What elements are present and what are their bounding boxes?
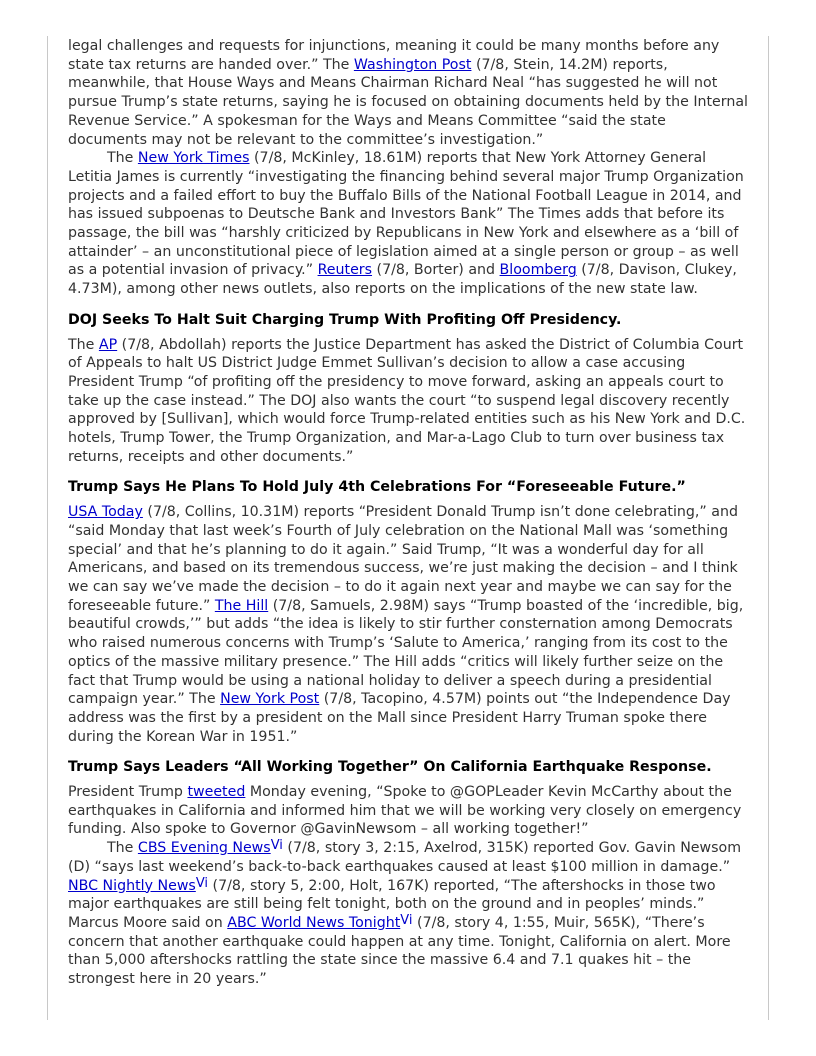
- paragraph-text: (7/8, McKinley, 18.61M) reports that New York Attorney General Letitia James is currently “investigating the financing behind several major Trump Organization projects and a failed effort to buy the Buffalo Bills of the National Football League in 2014, and has issued subpoenas to Deutsche Bank and Investors Bank” The Times adds that before its passage, the bill was “harshly criticized by Republicans in New York and elsewhere as a ‘bill of attainder’ – an unconstitutional piece of legislation aimed at a single person or group – as well as a potential invasion of privacy.”: [68, 150, 744, 279]
- paragraph: [68, 336, 748, 467]
- paragraph: [68, 37, 748, 149]
- bloomberg-link[interactable]: Bloomberg: [499, 262, 577, 279]
- ap-link[interactable]: AP: [98, 336, 118, 353]
- paragraph-text: President Trump: [68, 784, 188, 801]
- nbc-nightly-news-link[interactable]: NBC Nightly News: [68, 877, 196, 894]
- paragraph-text: (7/8, story 5, 2:00, Holt, 167K) reported, “The aftershocks in those two major earthquakes are still being felt tonight, both on the ground and in peoples’ minds.” Marcus Moore said on: [68, 877, 716, 931]
- paragraph-text: The: [107, 840, 138, 857]
- usa-today-link[interactable]: USA Today: [68, 504, 143, 521]
- paragraph-text: (7/8, Borter) and: [372, 262, 500, 279]
- paragraph-text: (7/8, Collins, 10.31M) reports “President Donald Trump isn’t done celebrating,” and “said Monday that last week’s Fourth of July celebration on the National Mall was ‘something special’ and that he’s planning to do it again.” Said Trump, “It was a wonderful day for all Americans, and based on its tremendous success, we’re just making the decision – and I think we can say we’ve made the decision – to do it again next year and maybe we can say for the foreseeable future.”: [68, 504, 738, 614]
- paragraph-text: (7/8, Davison, Clukey, 4.73M), among other news outlets, also reports on the implications of the new state law.: [68, 262, 737, 298]
- paragraph-text: (7/8, Abdollah) reports the Justice Department has asked the District of Columbia Court of Appeals to halt US District Judge Emmet Sullivan’s decision to allow a case accusing President Trump “of profiting off the presidency to move forward, asking an appeals court to take up the case instead.” The DOJ also wants the court “to suspend legal discovery recently approved by [Sullivan], which would force Trump-related entities such as his New York and D.C. hotels, Trump Tower, the Trump Organization, and Mar-a-Lago Club to turn over business tax returns, receipts and other documents.”: [68, 336, 746, 465]
- new-york-times-link[interactable]: New York Times: [137, 150, 250, 167]
- section-heading-july-4th: Trump Says He Plans To Hold July 4th Celebrations For “Foreseeable Future.”: [68, 479, 686, 496]
- paragraph-text: Monday evening, “Spoke to @GOPLeader Kevin McCarthy about the earthquakes in California and informed him that we will be working very closely on emergency funding. Also spoke to Governor @GavinNewsom – all working together!”: [68, 784, 742, 838]
- reuters-link[interactable]: Reuters: [317, 262, 373, 279]
- tweeted-link[interactable]: tweeted: [187, 784, 246, 801]
- paragraph-text: (7/8, Tacopino, 4.57M) points out “the Independence Day address was the first by a president on the Mall since President Harry Truman spoke there during the Korean War in 1951.”: [68, 691, 731, 745]
- paragraph-text: (7/8, Samuels, 2.98M) says “Trump boasted of the ‘incredible, big, beautiful crowds,’” but adds “the idea is likely to stir further consternation among Democrats who raised numerous concerns with Trump’s ‘Salute to America,’ ranging from its cost to the optics of the massive military presence.” The Hill adds “critics will likely further seize on the fact that Trump would be using a national holiday to deliver a speech during a presidential campaign year.” The: [68, 597, 744, 708]
- article-body: [68, 37, 748, 989]
- new-york-post-link[interactable]: New York Post: [220, 691, 320, 708]
- paragraph-text: (7/8, story 4, 1:55, Muir, 565K), “There’s concern that another earthquake could happen at any time. Tonight, California on alert. More than 5,000 aftershocks rattling the state since the massive 6.4 and 7.1 quakes hit – the strongest here in 20 years.”: [68, 914, 731, 988]
- abc-world-news-tonight-link[interactable]: ABC World News Tonight: [227, 914, 401, 931]
- section-heading-doj: DOJ Seeks To Halt Suit Charging Trump With Profiting Off Presidency.: [68, 311, 622, 328]
- paragraph: [68, 839, 748, 989]
- paragraph-text: The: [107, 150, 138, 167]
- video-icon[interactable]: Vi: [195, 875, 209, 891]
- paragraph-text: (7/8, Stein, 14.2M) reports, meanwhile, that House Ways and Means Chairman Richard Neal “has suggested he will not pursue Trump’s state returns, saying he is focused on obtaining documents held by the Internal Revenue Service.” A spokesman for the Ways and Means Committee “said the state documents may not be relevant to the committee’s investigation.”: [68, 56, 748, 148]
- paragraph: [68, 149, 748, 299]
- paragraph: [68, 783, 748, 839]
- cbs-evening-news-link[interactable]: CBS Evening News: [137, 840, 271, 857]
- the-hill-link[interactable]: The Hill: [214, 597, 269, 614]
- paragraph-text: (7/8, story 3, 2:15, Axelrod, 315K) reported Gov. Gavin Newsom (D) “says last weekend’s back-to-back earthquakes caused at least $100 million in damage.”: [68, 840, 742, 875]
- washington-post-link[interactable]: Washington Post: [353, 56, 472, 73]
- paragraph-text: legal challenges and requests for injunctions, meaning it could be many months before any state tax returns are handed over.” The: [68, 38, 720, 73]
- video-icon[interactable]: Vi: [400, 912, 413, 928]
- paragraph: [68, 503, 748, 746]
- section-heading-earthquake: Trump Says Leaders “All Working Together” On California Earthquake Response.: [68, 759, 712, 776]
- video-icon[interactable]: Vi: [270, 838, 283, 854]
- paragraph-text: The: [68, 336, 99, 353]
